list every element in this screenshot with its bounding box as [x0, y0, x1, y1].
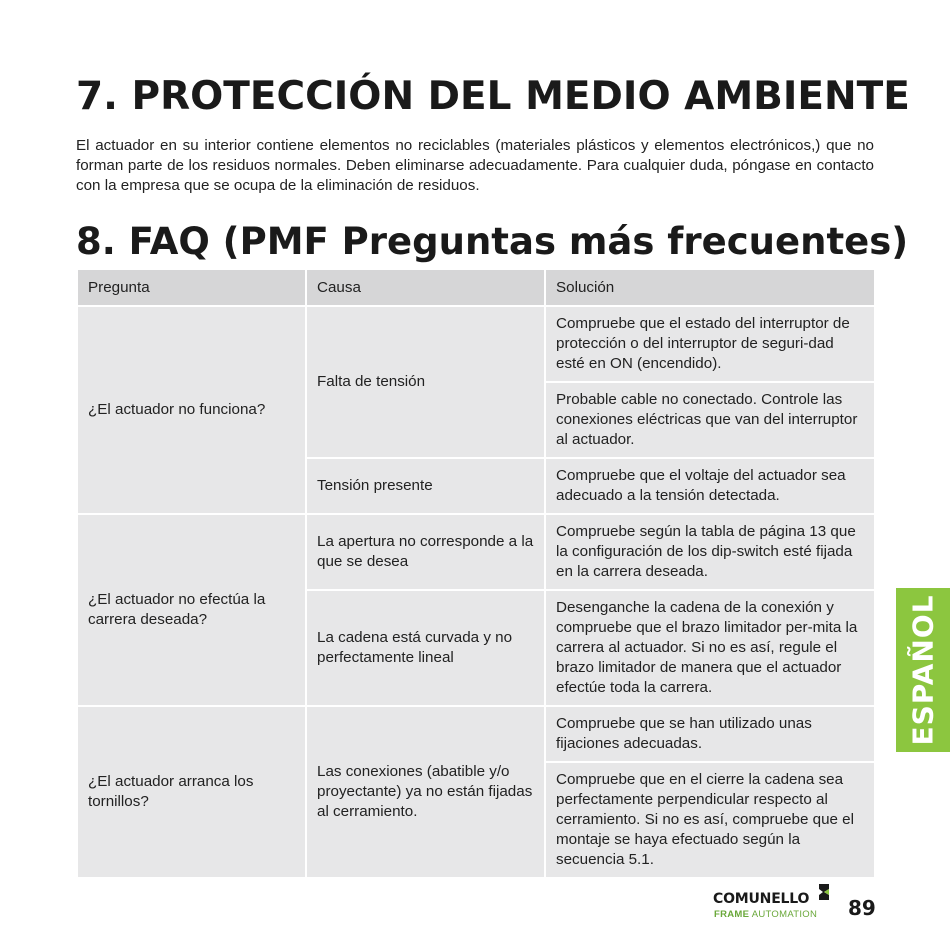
- header-solucion: Solución: [545, 269, 875, 306]
- section-8-title: 8. FAQ (PMF Preguntas más frecuentes): [76, 220, 909, 263]
- cause-cell: Falta de tensión: [306, 306, 545, 458]
- comunello-logo: [713, 884, 831, 924]
- faq-table: [76, 268, 876, 879]
- logo-tagline: [714, 909, 817, 920]
- cause-cell: Tensión presente: [306, 458, 545, 514]
- solution-cell: Compruebe según la tabla de página 13 que la configuración de los dip-switch esté fijada en la carrera deseada.: [545, 514, 875, 590]
- comunello-mark-icon: [819, 884, 829, 900]
- question-cell: ¿El actuador no efectúa la carrera deseada?: [77, 514, 306, 706]
- solution-cell: Compruebe que el estado del interruptor de protección o del interruptor de seguri-dad esté en ON (encendido).: [545, 306, 875, 382]
- solution-cell: Compruebe que se han utilizado unas fijaciones adecuadas.: [545, 706, 875, 762]
- table-row: [77, 306, 875, 382]
- solution-cell: Compruebe que en el cierre la cadena sea perfectamente perpendicular respecto al cerramiento. Si no es así, compruebe que el montaje se haya efectuado según la secuencia 5.1.: [545, 762, 875, 878]
- cause-cell: La apertura no corresponde a la que se desea: [306, 514, 545, 590]
- faq-header-row: [77, 269, 875, 306]
- solution-cell: Desenganche la cadena de la conexión y compruebe que el brazo limitador per-mita la carrera al actuador. Si no es así, regule el brazo limitador de manera que el actuador efectúe toda la carrera.: [545, 590, 875, 706]
- language-tab-label: ESPAÑOL: [906, 594, 940, 746]
- logo-brand-text: COMUNELLO: [713, 891, 810, 907]
- question-cell: ¿El actuador no funciona?: [77, 306, 306, 514]
- table-row: [77, 706, 875, 762]
- section-7-title: 7. PROTECCIÓN DEL MEDIO AMBIENTE: [76, 74, 910, 119]
- header-causa: Causa: [306, 269, 545, 306]
- table-row: [77, 514, 875, 590]
- logo-tagline-automation: AUTOMATION: [751, 909, 818, 920]
- solution-cell: Probable cable no conectado. Controle las conexiones eléctricas que van del interruptor al actuador.: [545, 382, 875, 458]
- section-7-body: El actuador en su interior contiene elementos no reciclables (materiales plásticos y elementos electrónicos,) que no forman parte de los residuos normales. Deben eliminarse adecuadamente. Para cualquier duda, póngase en contacto con la empresa que se ocupa de la eliminación de residuos.: [76, 137, 874, 194]
- cause-cell: La cadena está curvada y no perfectamente lineal: [306, 590, 545, 706]
- cause-cell: Las conexiones (abatible y/o proyectante) ya no están fijadas al cerramiento.: [306, 706, 545, 878]
- logo-tagline-frame: FRAME: [714, 909, 750, 920]
- solution-cell: Compruebe que el voltaje del actuador sea adecuado a la tensión detectada.: [545, 458, 875, 514]
- question-cell: ¿El actuador arranca los tornillos?: [77, 706, 306, 878]
- page-number: 89: [848, 896, 876, 920]
- language-tab: [896, 588, 950, 752]
- header-pregunta: Pregunta: [77, 269, 306, 306]
